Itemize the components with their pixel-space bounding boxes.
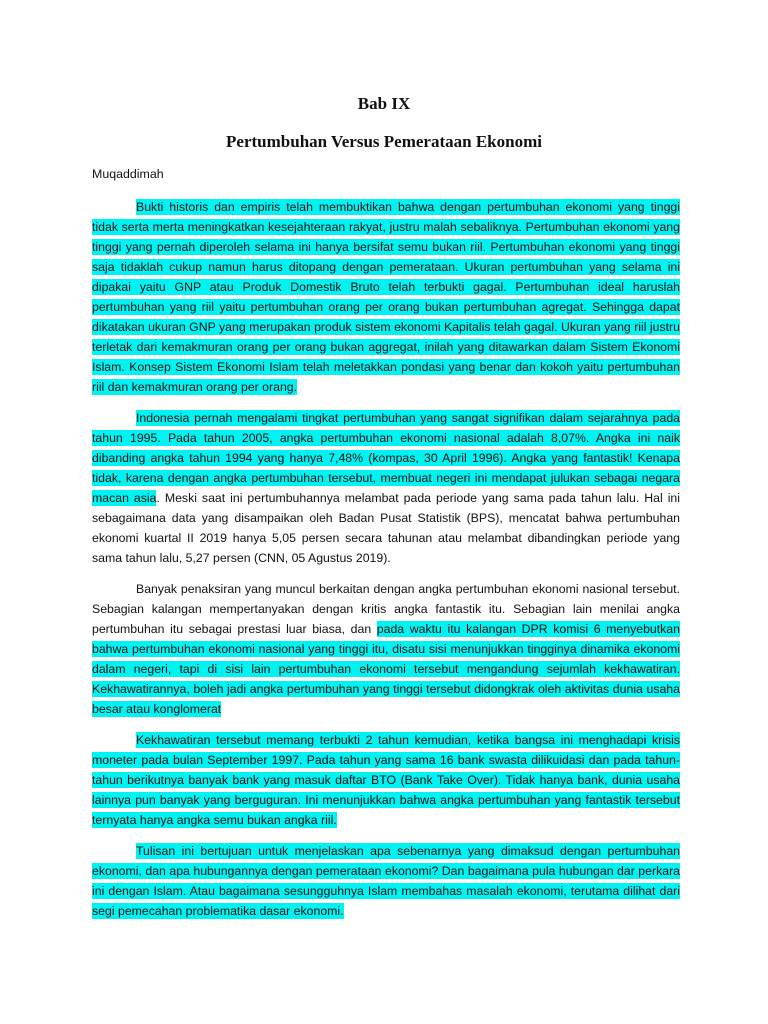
section-heading: Muqaddimah <box>92 167 164 181</box>
chapter-heading: Bab IX <box>357 94 411 113</box>
highlighted-text: Bukti historis dan empiris telah membuktikan bahwa dengan pertumbuhan ekonomi yang tinggi tidak serta merta meningkatkan kesejahteraan rakyat, justru malah sebaliknya. Pertumbuhan ekonomi yang tinggi yang pernah diperoleh selama ini hanya bersifat semu bukan riil. Pertumbuhan ekonomi yang tinggi saja tidaklah cukup namun harus ditopang dengan pemerataan. Ukuran pertumbuhan yang selama ini dipakai yaitu GNP atau Produk Domestik Bruto telah terbukti gagal. Pertumbuhan ideal haruslah pertumbuhan yang riil yaitu pertumbuhan orang per orang bukan pertumbuhan agregat. Sehingga dapat dikatakan ukuran GNP yang merupakan produk sistem ekonomi Kapitalis telah gagal. Ukuran yang riil justru terletak dari kemakmuran orang per orang bukan aggregat, inilah yang ditawarkan dalam Sistem Ekonomi Islam. Konsep Sistem Ekonomi Islam telah meletakkan pondasi yang benar dan kokoh yaitu pertumbuhan riil dan kemakmuran orang per orang. <box>92 200 680 394</box>
document-body <box>92 197 680 932</box>
chapter-title: Pertumbuhan Versus Pemerataan Ekonomi <box>226 132 542 151</box>
highlighted-text: pada waktu itu kalangan DPR komisi 6 menyebutkan bahwa pertumbuhan ekonomi nasional yang tinggi itu, disatu sisi menunjukkan tingginya dinamika ekonomi dalam negeri, tapi di sisi lain pertumbuhan ekonomi tersebut mengandung sejumlah kekhawatiran. Kekhawatirannya, boleh jadi angka pertumbuhan yang tinggi tersebut didongkrak oleh aktivitas dunia usaha besar atau konglomerat <box>92 622 680 716</box>
highlighted-text: Kekhawatiran tersebut memang terbukti 2 tahun kemudian, ketika bangsa ini menghadapi krisis moneter pada bulan September 1997. Pada tahun yang sama 16 bank swasta dilikuidasi dan pada tahun-tahun berikutnya banyak bank yang masuk daftar BTO (Bank Take Over). Tidak hanya bank, dunia usaha lainnya pun banyak yang berguguran. Ini menunjukkan bahwa angka pertumbuhan yang fantastik tersebut ternyata hanya angka semu bukan angka riil. <box>92 733 680 827</box>
paragraph-4 <box>92 730 680 830</box>
plain-text: . Meski saat ini pertumbuhannya melambat pada periode yang sama pada tahun lalu. Hal ini sebagaimana data yang disampaikan oleh Badan Pusat Statistik (BPS), mencatat bahwa pertumbuhan ekonomi kuartal II 2019 hanya 5,05 persen secara tahunan atau melambat dibandingkan periode yang sama tahun lalu, 5,27 persen (CNN, 05 Agustus 2019). <box>92 491 680 565</box>
paragraph-2 <box>92 408 680 568</box>
highlighted-text: Tulisan ini bertujuan untuk menjelaskan apa sebenarnya yang dimaksud dengan pertumbuhan ekonomi, dan apa hubungannya dengan pemerataan ekonomi? Dan bagaimana pula hubungan dar perkara ini dengan Islam. Atau bagaimana sesungguhnya Islam membahas masalah ekonomi, terutama dilihat dari segi pemecahan problematika dasar ekonomi. <box>92 844 680 918</box>
highlighted-text: Indonesia pernah mengalami tingkat pertumbuhan yang sangat signifikan dalam sejarahnya pada tahun 1995. Pada tahun 2005, angka pertumbuhan ekonomi nasional adalah 8,07%. Angka ini naik dibanding angka tahun 1994 yang hanya 7,48% (kompas, 30 April 1996). Angka yang fantastik! Kenapa tidak, karena dengan angka pertumbuhan tersebut, membuat negeri ini mendapat julukan sebagai negara macan asia <box>92 411 680 505</box>
paragraph-5 <box>92 841 680 921</box>
paragraph-1 <box>92 197 680 397</box>
plain-text: Banyak penaksiran yang muncul berkaitan dengan angka pertumbuhan ekonomi nasional tersebut. Sebagian kalangan mempertanyakan dengan kritis angka fantastik itu. Sebagian lain menilai angka pertumbuhan itu sebagai prestasi luar biasa, dan <box>92 582 680 636</box>
paragraph-3 <box>92 579 680 719</box>
